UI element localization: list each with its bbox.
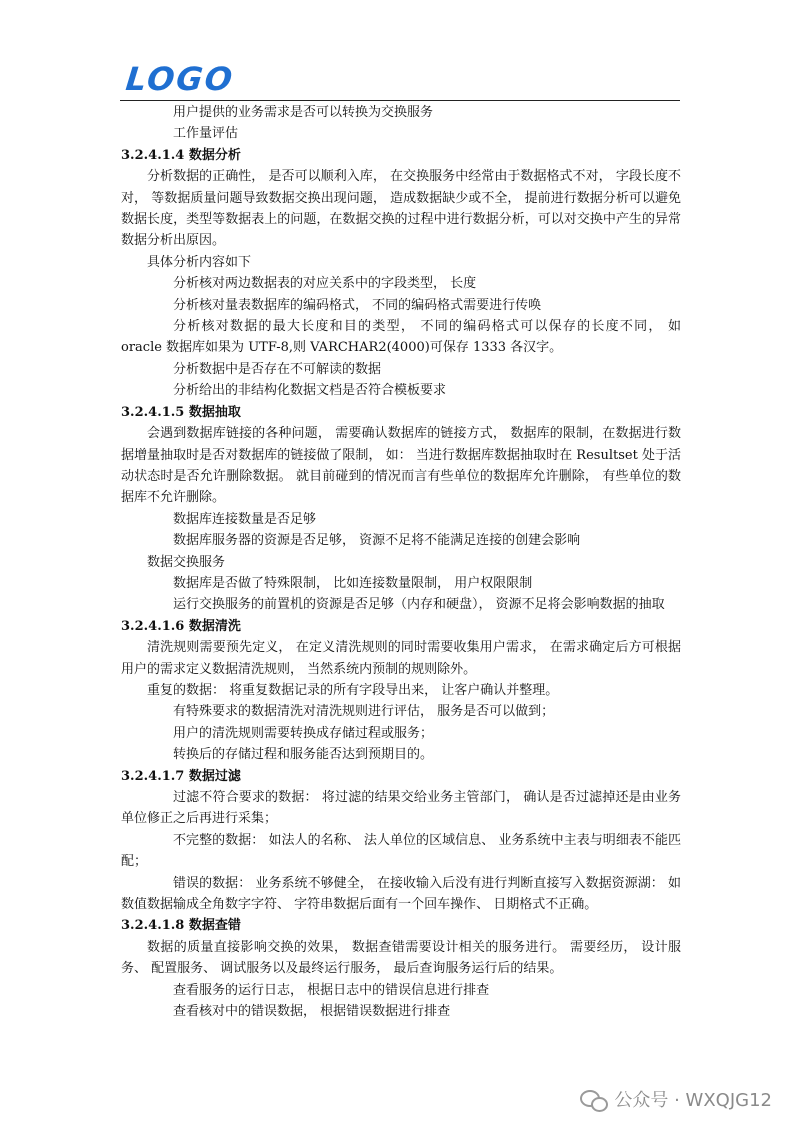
- paragraph: 工作量评估: [173, 126, 239, 142]
- paragraph: 不完整的数据： 如法人的名称、 法人单位的区域信息、 业务系统中主表与明细表不能匹配；: [121, 832, 681, 870]
- paragraph: 分析数据的正确性， 是否可以顺利入库， 在交换服务中经常由于数据格式不对， 字段长度不对， 等数据质量问题导致数据交换出现问题， 造成数据缺少或不全， 提前进行数据分析可以避免数据长度，类型等数据表上的问题，在数据交换的过程中进行数据分析，可以对交换中产生的异常数据分析出原因。: [121, 169, 681, 249]
- paragraph: 数据库服务器的资源是否足够， 资源不足将不能满足连接的创建会影响: [173, 533, 581, 549]
- paragraph: 有特殊要求的数据清洗对清洗规则进行评估， 服务是否可以做到；: [173, 704, 555, 720]
- section-heading: 3.2.4.1.6 数据清洗: [121, 618, 241, 634]
- paragraph: 分析给出的非结构化数据文档是否符合模板要求: [173, 383, 447, 399]
- paragraph: 数据库是否做了特殊限制， 比如连接数量限制， 用户权限限制: [173, 575, 533, 591]
- document-body: [121, 102, 681, 1022]
- watermark-text: 公众号 · WXQJG12: [614, 1090, 772, 1111]
- paragraph: 数据交换服务: [147, 554, 226, 570]
- paragraph: 具体分析内容如下: [147, 254, 252, 270]
- paragraph: 用户的清洗规则需要转换成存储过程或服务；: [173, 725, 434, 741]
- paragraph: 会遇到数据库链接的各种问题， 需要确认数据库的链接方式， 数据库的限制，在数据进行数据增量抽取时是否对数据库的链接做了限制， 如： 当进行数据库数据抽取时在 Resultset 处于活动状态时是否允许删除数据。 就目前碰到的情况而言有些单位的数据库允许删除， 有些单位的数据库不允许删除。: [121, 426, 681, 506]
- paragraph: 重复的数据： 将重复数据记录的所有字段导出来， 让客户确认并整理。: [147, 682, 559, 698]
- header-rule: [120, 100, 680, 101]
- paragraph: 过滤不符合要求的数据： 将过滤的结果交给业务主管部门， 确认是否过滤掉还是由业务单位修正之后再进行采集；: [121, 790, 681, 827]
- section-heading: 3.2.4.1.8 数据查错: [121, 918, 241, 934]
- section-heading: 3.2.4.1.5 数据抽取: [121, 404, 241, 420]
- logo: LOGO: [124, 60, 236, 98]
- paragraph: 数据的质量直接影响交换的效果， 数据查错需要设计相关的服务进行。 需要经历， 设计服务、 配置服务、 调试服务以及最终运行服务， 最后查询服务运行后的结果。: [121, 939, 681, 977]
- section-heading: 3.2.4.1.4 数据分析: [121, 147, 241, 163]
- paragraph: 分析核对量表数据库的编码格式， 不同的编码格式需要进行传唤: [173, 297, 542, 313]
- paragraph: 错误的数据： 业务系统不够健全， 在接收输入后没有进行判断直接写入数据资源湖： 如数值数据输成全角数字字符、 字符串数据后面有一个回车操作、 日期格式不正确。: [121, 875, 681, 913]
- paragraph: 用户提供的业务需求是否可以转换为交换服务: [173, 105, 434, 120]
- paragraph: 运行交换服务的前置机的资源是否足够（内存和硬盘）， 资源不足将会影响数据的抽取: [173, 597, 665, 613]
- watermark: [580, 1086, 772, 1112]
- paragraph: 分析数据中是否存在不可解读的数据: [173, 361, 382, 377]
- paragraph: 清洗规则需要预先定义， 在定义清洗规则的同时需要收集用户需求， 在需求确定后方可根据用户的需求定义数据清洗规则， 当然系统内预制的规则除外。: [121, 640, 681, 677]
- paragraph: 查看核对中的错误数据， 根据错误数据进行排查: [173, 1004, 451, 1020]
- paragraph: 分析核对两边数据表的对应关系中的字段类型， 长度: [173, 276, 477, 292]
- wechat-icon: [580, 1088, 606, 1110]
- section-heading: 3.2.4.1.7 数据过滤: [121, 768, 241, 784]
- paragraph: 转换后的存储过程和服务能否达到预期目的。: [173, 747, 434, 763]
- paragraph: 分析核对数据的最大长度和目的类型， 不同的编码格式可以保存的长度不同， 如 oracle 数据库如果为 UTF-8,则 VARCHAR2(4000)可保存 1333 各汉字。: [121, 319, 681, 356]
- paragraph: 数据库连接数量是否足够: [173, 511, 317, 527]
- paragraph: 查看服务的运行日志， 根据日志中的错误信息进行排查: [173, 982, 490, 998]
